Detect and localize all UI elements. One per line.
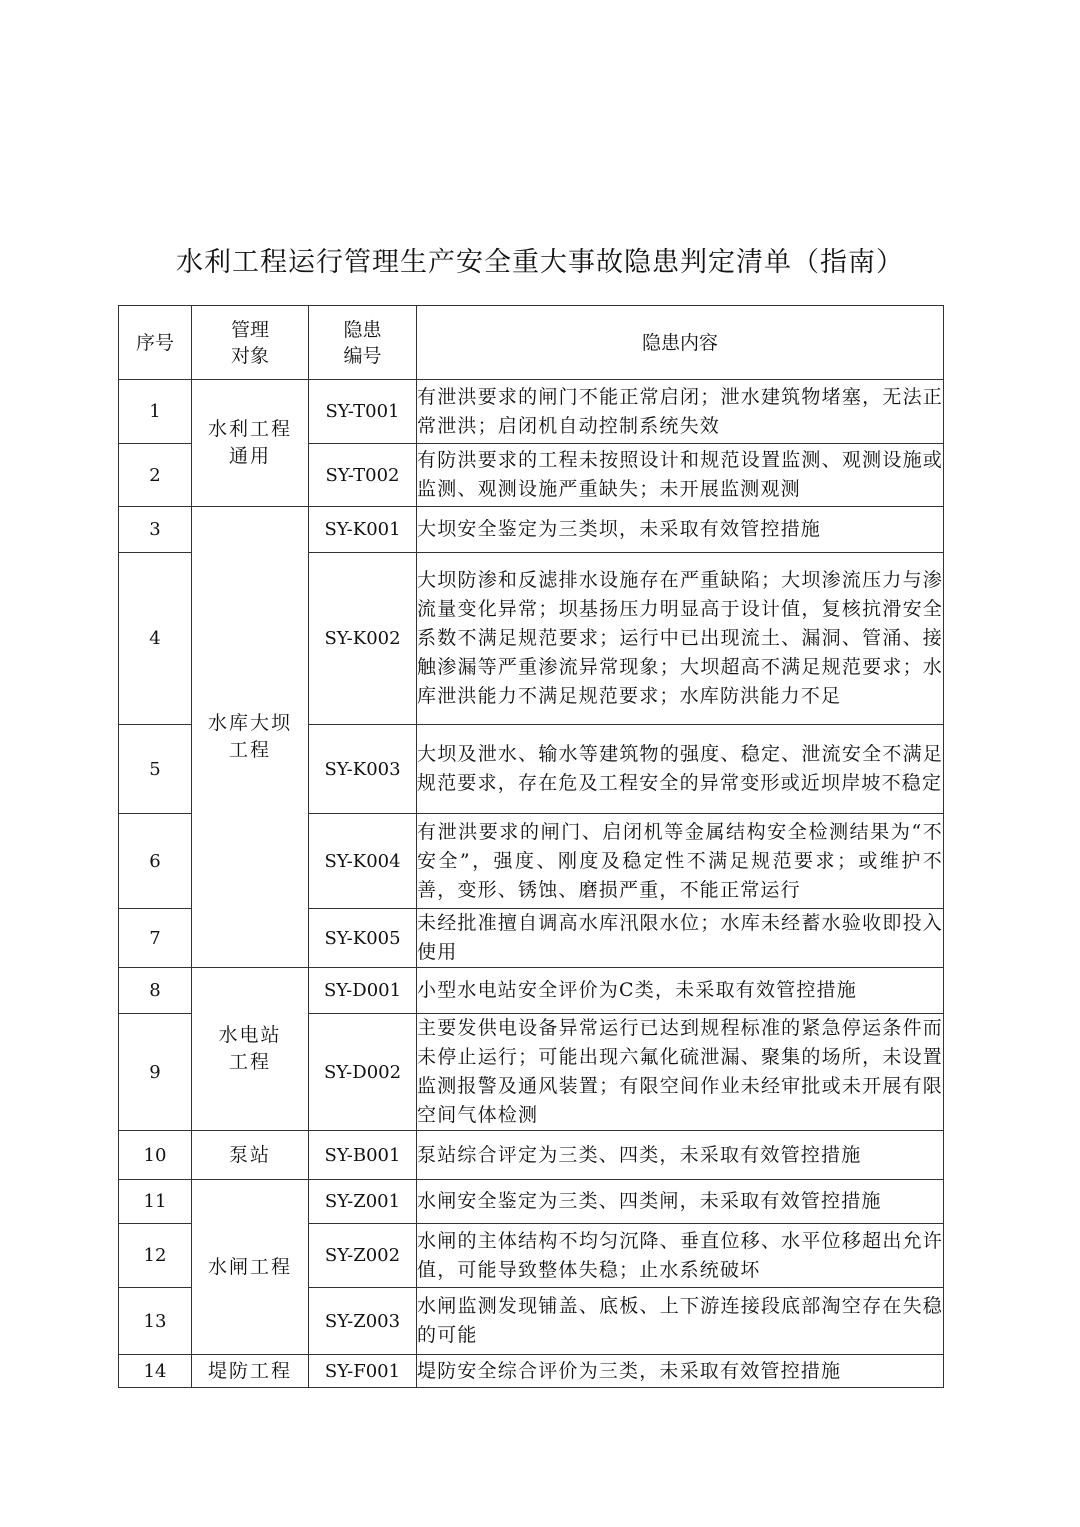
row-object: 堤防工程	[192, 1355, 309, 1388]
row-num: 10	[119, 1131, 192, 1180]
hazard-table	[118, 305, 944, 1388]
row-num: 4	[119, 553, 192, 725]
row-code: SY-B001	[309, 1131, 417, 1180]
row-object: 水库大坝 工程	[192, 507, 309, 968]
row-num: 11	[119, 1180, 192, 1224]
header-object: 管理 对象	[192, 306, 309, 380]
row-content: 大坝安全鉴定为三类坝，未采取有效管控措施	[417, 507, 944, 553]
row-object: 水利工程 通用	[192, 380, 309, 507]
row-content: 未经批准擅自调高水库汛限水位；水库未经蓄水验收即投入使用	[417, 909, 944, 968]
row-code: SY-K005	[309, 909, 417, 968]
row-object: 泵站	[192, 1131, 309, 1180]
row-num: 8	[119, 968, 192, 1014]
header-content: 隐患内容	[417, 306, 944, 380]
page-title: 水利工程运行管理生产安全重大事故隐患判定清单（指南）	[176, 247, 904, 278]
row-num: 2	[119, 444, 192, 507]
table-header-row	[119, 306, 944, 380]
row-content: 大坝防渗和反滤排水设施存在严重缺陷；大坝渗流压力与渗流量变化异常；坝基扬压力明显高于设计值，复核抗滑安全系数不满足规范要求；运行中已出现流土、漏洞、管涌、接触渗漏等严重渗流异常现象；大坝超高不满足规范要求；水库泄洪能力不满足规范要求；水库防洪能力不足	[417, 553, 944, 725]
row-object: 水电站 工程	[192, 968, 309, 1131]
row-object: 水闸工程	[192, 1180, 309, 1355]
row-num: 13	[119, 1288, 192, 1355]
header-num: 序号	[119, 306, 192, 380]
row-num: 9	[119, 1014, 192, 1131]
row-content: 有防洪要求的工程未按照设计和规范设置监测、观测设施或监测、观测设施严重缺失；未开展监测观测	[417, 444, 944, 507]
row-code: SY-T001	[309, 380, 417, 444]
row-code: SY-Z001	[309, 1180, 417, 1224]
row-code: SY-K001	[309, 507, 417, 553]
table-row	[119, 507, 944, 553]
row-code: SY-D002	[309, 1014, 417, 1131]
row-num: 5	[119, 725, 192, 814]
row-code: SY-D001	[309, 968, 417, 1014]
row-code: SY-K003	[309, 725, 417, 814]
row-code: SY-K004	[309, 814, 417, 909]
row-code: SY-Z002	[309, 1224, 417, 1288]
row-content: 有泄洪要求的闸门不能正常启闭；泄水建筑物堵塞，无法正常泄洪；启闭机自动控制系统失效	[417, 380, 944, 444]
row-content: 水闸安全鉴定为三类、四类闸，未采取有效管控措施	[417, 1180, 944, 1224]
row-content: 大坝及泄水、输水等建筑物的强度、稳定、泄流安全不满足规范要求，存在危及工程安全的异常变形或近坝岸坡不稳定	[417, 725, 944, 814]
row-num: 12	[119, 1224, 192, 1288]
row-code: SY-T002	[309, 444, 417, 507]
row-num: 14	[119, 1355, 192, 1388]
row-num: 6	[119, 814, 192, 909]
row-num: 3	[119, 507, 192, 553]
row-num: 7	[119, 909, 192, 968]
row-content: 泵站综合评定为三类、四类，未采取有效管控措施	[417, 1131, 944, 1180]
row-content: 水闸监测发现铺盖、底板、上下游连接段底部淘空存在失稳的可能	[417, 1288, 944, 1355]
row-content: 主要发供电设备异常运行已达到规程标准的紧急停运条件而未停止运行；可能出现六氟化硫泄漏、聚集的场所，未设置监测报警及通风装置；有限空间作业未经审批或未开展有限空间气体检测	[417, 1014, 944, 1131]
table-row	[119, 1355, 944, 1388]
header-code: 隐患 编号	[309, 306, 417, 380]
table-row	[119, 1131, 944, 1180]
row-content: 小型水电站安全评价为C类，未采取有效管控措施	[417, 968, 944, 1014]
row-content: 有泄洪要求的闸门、启闭机等金属结构安全检测结果为“不安全”，强度、刚度及稳定性不满足规范要求；或维护不善，变形、锈蚀、磨损严重，不能正常运行	[417, 814, 944, 909]
row-code: SY-K002	[309, 553, 417, 725]
row-code: SY-F001	[309, 1355, 417, 1388]
row-content: 堤防安全综合评价为三类，未采取有效管控措施	[417, 1355, 944, 1388]
row-content: 水闸的主体结构不均匀沉降、垂直位移、水平位移超出允许值，可能导致整体失稳；止水系统破坏	[417, 1224, 944, 1288]
table-row	[119, 1180, 944, 1224]
row-code: SY-Z003	[309, 1288, 417, 1355]
table-row	[119, 968, 944, 1014]
row-num: 1	[119, 380, 192, 444]
table-row	[119, 380, 944, 444]
